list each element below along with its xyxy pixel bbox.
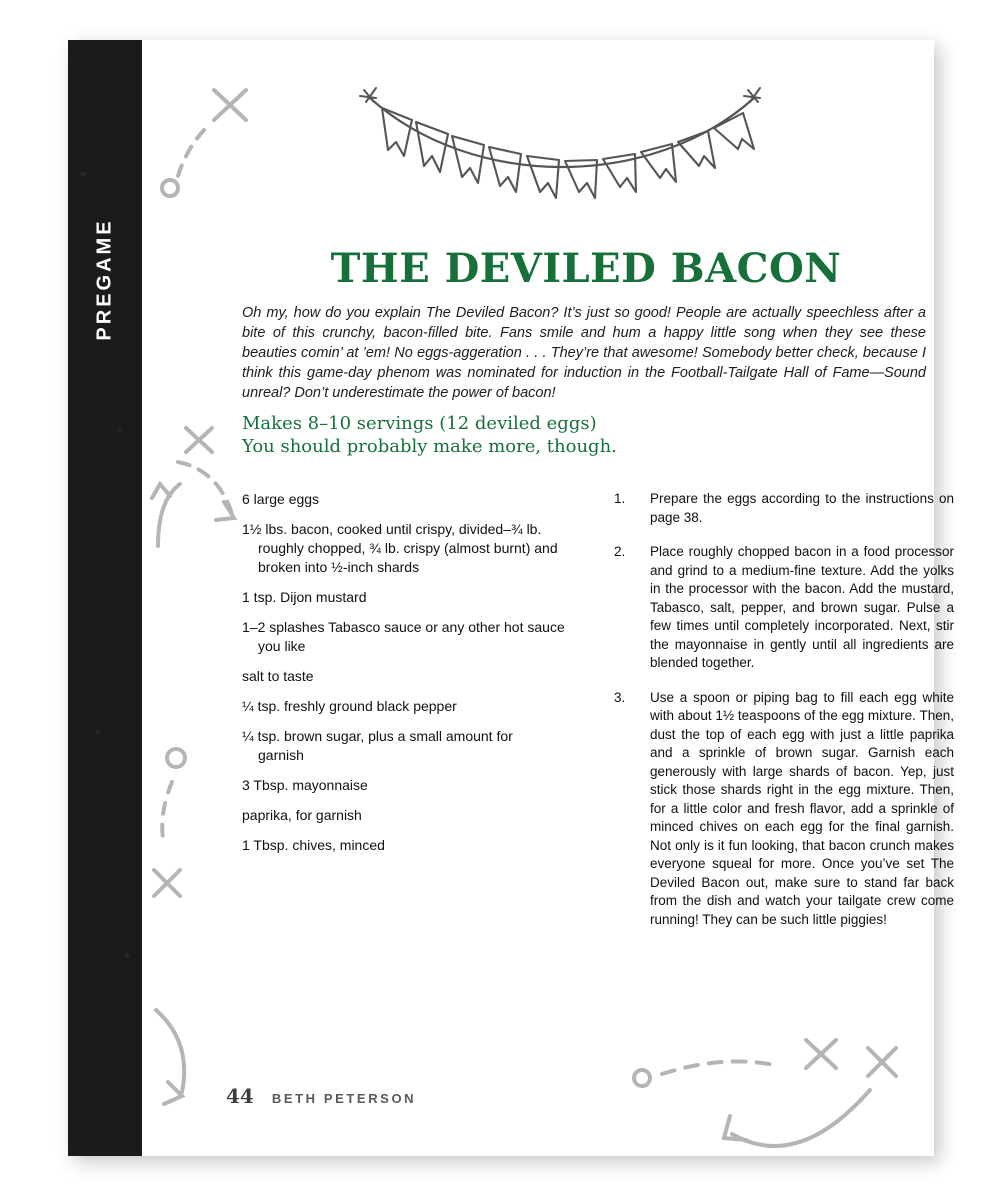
step-text: Prepare the eggs according to the instructions on page 38. [650, 491, 954, 525]
author-name: BETH PETERSON [271, 1091, 417, 1106]
yield-line-2: You should probably make more, though. [242, 436, 617, 457]
page-footer [226, 1084, 416, 1108]
ingredient-text: 6 large eggs [242, 491, 320, 507]
ingredient-text: 1 Tbsp. chives, minced [242, 837, 385, 853]
book-page [68, 40, 954, 1156]
ingredient-text-cont: garnish [258, 747, 304, 763]
list-item [614, 490, 954, 527]
list-item [242, 727, 572, 765]
list-item [614, 543, 954, 673]
ingredient-text: ¼ tsp. freshly ground black pepper [242, 698, 457, 714]
list-item [242, 806, 572, 825]
recipe-intro: Oh my, how do you explain The Deviled Bacon? It’s just so good! People are actually speechless after a bite of this crunchy, bacon-filled bite. Fans smile and hum a happy little song when they see these beauties comin’ at ’em! No eggs-aggeration . . . They’re that awesome! Somebody better check, because I think this game-day phenom was nominated for induction in the Football-Tailgate Hall of Fame—Sound unreal? Don’t underestimate the power of bacon! [242, 304, 926, 401]
ingredient-text: ¼ tsp. brown sugar, plus a small amount for [242, 728, 513, 744]
chapter-label: PREGAME [93, 218, 116, 341]
ingredient-text: 1½ lbs. bacon, cooked until crispy, divided–¾ lb. [242, 521, 542, 537]
list-item [614, 689, 954, 930]
page-content [142, 40, 954, 1156]
recipe-yield [242, 412, 926, 458]
ingredient-text: 1–2 splashes Tabasco sauce or any other hot sauce [242, 619, 565, 635]
step-number: 1. [614, 491, 626, 506]
step-text: Use a spoon or piping bag to fill each egg white with about 1½ teaspoons of the egg mixture. Then, dust the top of each egg with just a little paprika and a sprinkle of brown sugar. Garnish each generously with large shards of bacon. Yep, just stick those shards right in the egg mixture. Then, for a little color and fresh flavor, add a sprinkle of minced chives on each egg for the final garnish. Not only is it fun looking, that bacon crunch makes everyone squeal for more. Once you’ve set The Deviled Bacon out, make sure to stand far back from the dish and watch your tailgate crew come running! They can be such little piggies! [650, 689, 954, 927]
ingredient-text: 1 tsp. Dijon mustard [242, 589, 367, 605]
list-item [242, 490, 572, 509]
list-item [242, 520, 572, 577]
list-item [242, 836, 572, 855]
ingredient-text-cont: roughly chopped, ¾ lb. crispy (almost burnt) and broken into ½-inch shards [258, 540, 558, 575]
ingredient-text: 3 Tbsp. mayonnaise [242, 777, 368, 793]
pennant-banner-icon [352, 82, 772, 202]
page-title: THE DEVILED BACON [330, 244, 842, 292]
page-number: 44 [226, 1084, 254, 1108]
step-number: 3. [614, 689, 626, 705]
ingredient-text: salt to taste [242, 668, 314, 684]
ingredient-text: paprika, for garnish [242, 807, 362, 823]
ingredient-text-cont: you like [258, 638, 306, 654]
chapter-spine [68, 40, 142, 1156]
list-item [242, 667, 572, 686]
instructions-list [614, 490, 954, 945]
list-item [242, 776, 572, 795]
step-text: Place roughly chopped bacon in a food processor and grind to a medium-fine texture. Add the yolks in the processor with the bacon. Add the mustard, Tabasco, salt, pepper, and brown sugar. Pulse a few times until completely incorporated. Next, stir the mayonnaise in gently until all ingredients are blended together. [650, 544, 954, 670]
list-item [242, 618, 572, 656]
list-item [242, 697, 572, 716]
list-item [242, 588, 572, 607]
ingredients-list [242, 490, 572, 866]
step-number: 2. [614, 544, 626, 559]
yield-line-1: Makes 8–10 servings (12 deviled eggs) [242, 413, 597, 434]
